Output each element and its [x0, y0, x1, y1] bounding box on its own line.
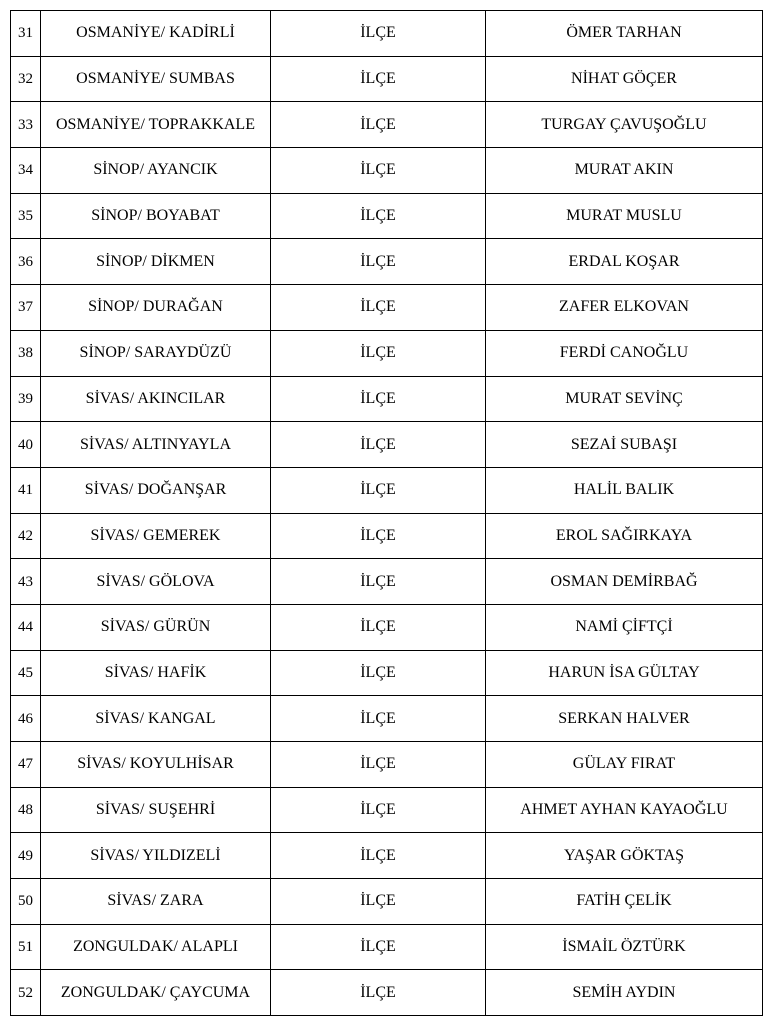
row-number-cell: 31	[11, 11, 41, 57]
person-name-cell: SERKAN HALVER	[486, 696, 763, 742]
table-row	[11, 559, 763, 605]
person-name-cell: MURAT AKIN	[486, 148, 763, 194]
person-name-cell: MURAT MUSLU	[486, 193, 763, 239]
table-row	[11, 467, 763, 513]
row-number-cell: 33	[11, 102, 41, 148]
person-name-cell: MURAT SEVİNÇ	[486, 376, 763, 422]
unit-type-cell: İLÇE	[271, 422, 486, 468]
unit-type-cell: İLÇE	[271, 787, 486, 833]
province-district-cell: OSMANİYE/ TOPRAKKALE	[41, 102, 271, 148]
row-number-cell: 32	[11, 56, 41, 102]
province-district-cell: ZONGULDAK/ ÇAYCUMA	[41, 970, 271, 1016]
row-number-cell: 39	[11, 376, 41, 422]
table-row	[11, 330, 763, 376]
unit-type-cell: İLÇE	[271, 56, 486, 102]
province-district-cell: SİVAS/ GÜRÜN	[41, 604, 271, 650]
row-number-cell: 49	[11, 833, 41, 879]
row-number-cell: 46	[11, 696, 41, 742]
person-name-cell: ÖMER TARHAN	[486, 11, 763, 57]
table-row	[11, 56, 763, 102]
row-number-cell: 52	[11, 970, 41, 1016]
table-body	[11, 11, 763, 1016]
unit-type-cell: İLÇE	[271, 924, 486, 970]
unit-type-cell: İLÇE	[271, 330, 486, 376]
table-row	[11, 148, 763, 194]
province-district-cell: OSMANİYE/ SUMBAS	[41, 56, 271, 102]
row-number-cell: 45	[11, 650, 41, 696]
row-number-cell: 34	[11, 148, 41, 194]
province-district-cell: ZONGULDAK/ ALAPLI	[41, 924, 271, 970]
unit-type-cell: İLÇE	[271, 650, 486, 696]
person-name-cell: GÜLAY FIRAT	[486, 742, 763, 788]
province-district-cell: SİNOP/ SARAYDÜZÜ	[41, 330, 271, 376]
row-number-cell: 51	[11, 924, 41, 970]
unit-type-cell: İLÇE	[271, 879, 486, 925]
province-district-cell: SİVAS/ ALTINYAYLA	[41, 422, 271, 468]
person-name-cell: SEZAİ SUBAŞI	[486, 422, 763, 468]
row-number-cell: 50	[11, 879, 41, 925]
table-row	[11, 239, 763, 285]
person-name-cell: OSMAN DEMİRBAĞ	[486, 559, 763, 605]
person-name-cell: FERDİ CANOĞLU	[486, 330, 763, 376]
row-number-cell: 40	[11, 422, 41, 468]
province-district-cell: SİVAS/ HAFİK	[41, 650, 271, 696]
table-row	[11, 742, 763, 788]
unit-type-cell: İLÇE	[271, 285, 486, 331]
unit-type-cell: İLÇE	[271, 833, 486, 879]
table-row	[11, 650, 763, 696]
person-name-cell: HALİL BALIK	[486, 467, 763, 513]
unit-type-cell: İLÇE	[271, 696, 486, 742]
row-number-cell: 36	[11, 239, 41, 285]
row-number-cell: 47	[11, 742, 41, 788]
row-number-cell: 41	[11, 467, 41, 513]
province-district-cell: SİNOP/ AYANCIK	[41, 148, 271, 194]
table-row	[11, 285, 763, 331]
appointments-table	[10, 10, 763, 1016]
person-name-cell: ZAFER ELKOVAN	[486, 285, 763, 331]
table-row	[11, 513, 763, 559]
row-number-cell: 43	[11, 559, 41, 605]
province-district-cell: SİNOP/ BOYABAT	[41, 193, 271, 239]
province-district-cell: SİVAS/ GEMEREK	[41, 513, 271, 559]
province-district-cell: SİVAS/ YILDIZELİ	[41, 833, 271, 879]
unit-type-cell: İLÇE	[271, 11, 486, 57]
person-name-cell: ERDAL KOŞAR	[486, 239, 763, 285]
province-district-cell: SİNOP/ DİKMEN	[41, 239, 271, 285]
table-row	[11, 422, 763, 468]
person-name-cell: NAMİ ÇİFTÇİ	[486, 604, 763, 650]
table-row	[11, 376, 763, 422]
province-district-cell: SİVAS/ ZARA	[41, 879, 271, 925]
table-row	[11, 696, 763, 742]
row-number-cell: 37	[11, 285, 41, 331]
person-name-cell: TURGAY ÇAVUŞOĞLU	[486, 102, 763, 148]
person-name-cell: İSMAİL ÖZTÜRK	[486, 924, 763, 970]
province-district-cell: SİVAS/ AKINCILAR	[41, 376, 271, 422]
table-row	[11, 924, 763, 970]
row-number-cell: 48	[11, 787, 41, 833]
person-name-cell: SEMİH AYDIN	[486, 970, 763, 1016]
table-row	[11, 604, 763, 650]
table-row	[11, 970, 763, 1016]
unit-type-cell: İLÇE	[271, 376, 486, 422]
person-name-cell: NİHAT GÖÇER	[486, 56, 763, 102]
table-row	[11, 833, 763, 879]
province-district-cell: SİVAS/ SUŞEHRİ	[41, 787, 271, 833]
row-number-cell: 44	[11, 604, 41, 650]
table-row	[11, 193, 763, 239]
unit-type-cell: İLÇE	[271, 970, 486, 1016]
unit-type-cell: İLÇE	[271, 742, 486, 788]
province-district-cell: SİVAS/ DOĞANŞAR	[41, 467, 271, 513]
unit-type-cell: İLÇE	[271, 148, 486, 194]
province-district-cell: OSMANİYE/ KADİRLİ	[41, 11, 271, 57]
unit-type-cell: İLÇE	[271, 513, 486, 559]
person-name-cell: HARUN İSA GÜLTAY	[486, 650, 763, 696]
unit-type-cell: İLÇE	[271, 239, 486, 285]
unit-type-cell: İLÇE	[271, 559, 486, 605]
province-district-cell: SİVAS/ GÖLOVA	[41, 559, 271, 605]
person-name-cell: EROL SAĞIRKAYA	[486, 513, 763, 559]
row-number-cell: 35	[11, 193, 41, 239]
person-name-cell: AHMET AYHAN KAYAOĞLU	[486, 787, 763, 833]
row-number-cell: 42	[11, 513, 41, 559]
unit-type-cell: İLÇE	[271, 193, 486, 239]
row-number-cell: 38	[11, 330, 41, 376]
province-district-cell: SİNOP/ DURAĞAN	[41, 285, 271, 331]
table-row	[11, 787, 763, 833]
unit-type-cell: İLÇE	[271, 604, 486, 650]
table-row	[11, 879, 763, 925]
unit-type-cell: İLÇE	[271, 102, 486, 148]
person-name-cell: YAŞAR GÖKTAŞ	[486, 833, 763, 879]
province-district-cell: SİVAS/ KANGAL	[41, 696, 271, 742]
table-row	[11, 102, 763, 148]
unit-type-cell: İLÇE	[271, 467, 486, 513]
table-row	[11, 11, 763, 57]
person-name-cell: FATİH ÇELİK	[486, 879, 763, 925]
province-district-cell: SİVAS/ KOYULHİSAR	[41, 742, 271, 788]
